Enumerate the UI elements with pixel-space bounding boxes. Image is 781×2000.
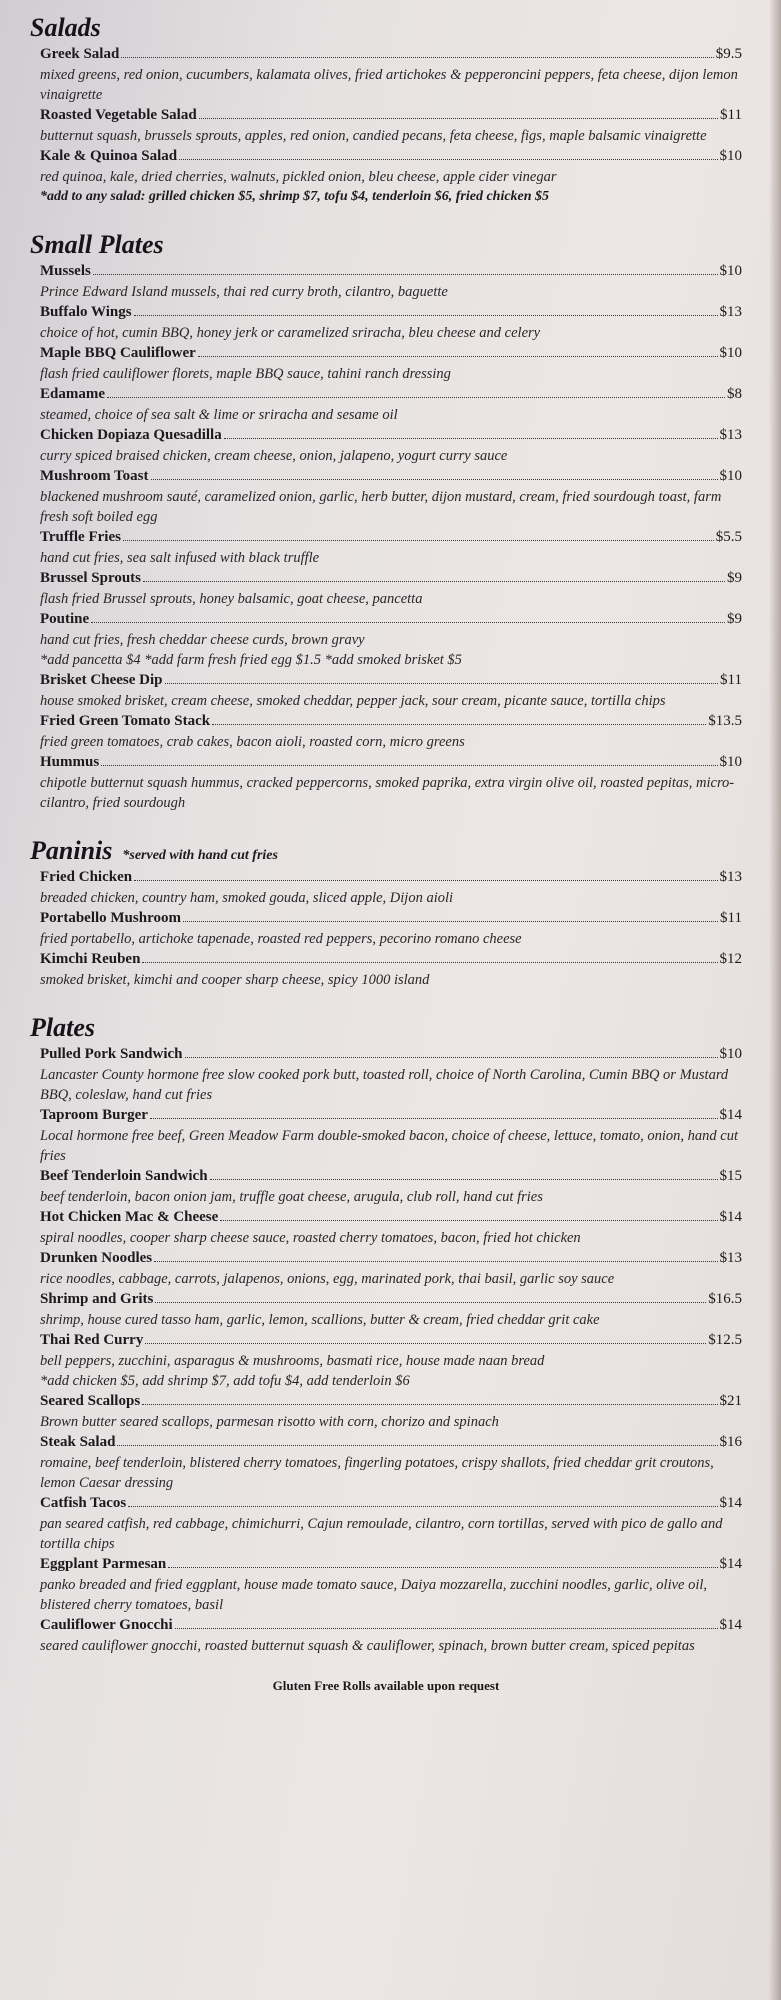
item-name: Poutine [40,611,90,627]
item-price: $12 [719,951,742,967]
dot-leader [101,765,717,766]
dot-leader [179,159,717,160]
item-name: Mushroom Toast [40,468,149,484]
item-description: romaine, beef tenderloin, blistered cherry tomatoes, fingerling potatoes, crispy shallots, fried cheddar grit croutons, lemon Caesar dressing [40,1455,714,1491]
item-row [40,105,742,126]
item-price: $14 [719,1617,742,1633]
item-name: Chicken Dopiaza Quesadilla [40,427,222,443]
item-name: Cauliflower Gnocchi [40,1617,173,1633]
menu-item [40,1166,742,1207]
item-row [40,752,742,773]
item-price: $14 [719,1209,742,1225]
item-row [40,949,742,970]
item-row [40,1105,742,1126]
dot-leader [91,622,725,623]
item-price: $10 [719,468,742,484]
dot-leader [128,1506,717,1507]
menu-item [40,466,742,527]
menu-item [40,1330,742,1371]
item-price: $13 [719,869,742,885]
item-row [40,609,742,630]
item-name: Buffalo Wings [40,304,132,320]
menu-item [40,1248,742,1289]
item-name: Kale & Quinoa Salad [40,148,178,164]
dot-leader [134,315,718,316]
item-description: rice noodles, cabbage, carrots, jalapenos, onions, egg, marinated pork, thai basil, garlic soy sauce [40,1271,615,1287]
item-row [40,343,742,364]
menu-item [40,1615,742,1656]
item-row [40,1044,742,1065]
item-row [40,1615,742,1636]
item-description: steamed, choice of sea salt & lime or sriracha and sesame oil [40,407,398,423]
item-row [40,867,742,888]
menu-item [40,908,742,949]
item-addon-note: *add pancetta $4 *add farm fresh fried egg $1.5 *add smoked brisket $5 [40,652,462,668]
dot-leader [142,1404,717,1405]
item-description: curry spiced braised chicken, cream cheese, onion, jalapeno, yogurt curry sauce [40,448,508,464]
dot-leader [212,724,706,725]
item-description: beef tenderloin, bacon onion jam, truffle goat cheese, arugula, club roll, hand cut fries [40,1189,543,1205]
item-row [40,466,742,487]
item-price: $14 [719,1107,742,1123]
item-name: Hot Chicken Mac & Cheese [40,1209,219,1225]
menu-item [40,867,742,908]
dot-leader [143,581,725,582]
dot-leader [198,356,718,357]
menu-item [40,105,742,146]
section-header [30,1012,742,1044]
item-description: spiral noodles, cooper sharp cheese sauce, roasted cherry tomatoes, bacon, fried hot chicken [40,1230,581,1246]
section-title: Salads [30,13,101,42]
menu-item [40,1207,742,1248]
item-row [40,908,742,929]
menu-item [40,1391,742,1432]
item-description: chipotle butternut squash hummus, cracked peppercorns, smoked paprika, extra virgin olive oil, roasted pepitas, micro-cilantro, fried sourdough [40,775,735,811]
item-row [40,302,742,323]
item-price: $10 [719,754,742,770]
item-description: blackened mushroom sauté, caramelized onion, garlic, herb butter, dijon mustard, cream, fried sourdough toast, farm fresh soft boiled egg [40,489,722,525]
item-name: Edamame [40,386,105,402]
item-price: $13 [719,1250,742,1266]
item-name: Fried Green Tomato Stack [40,713,211,729]
item-price: $10 [719,345,742,361]
dot-leader [154,1261,717,1262]
item-name: Brisket Cheese Dip [40,672,163,688]
item-row [40,1166,742,1187]
item-description: house smoked brisket, cream cheese, smoked cheddar, pepper jack, sour cream, picante sauce, tortilla chips [40,693,666,709]
menu-item [40,752,742,813]
item-name: Hummus [40,754,100,770]
menu-item [40,1371,742,1391]
item-row [40,384,742,405]
item-description: butternut squash, brussels sprouts, apples, red onion, candied pecans, feta cheese, figs, maple balsamic vinaigrette [40,128,707,144]
dot-leader [121,57,713,58]
item-row [40,1207,742,1228]
dot-leader [107,397,725,398]
menu-item [40,568,742,609]
dot-leader [93,274,718,275]
item-name: Fried Chicken [40,869,133,885]
item-description: flash fried Brussel sprouts, honey balsamic, goat cheese, pancetta [40,591,423,607]
item-price: $11 [720,672,742,688]
section-header [30,229,742,261]
item-description: bell peppers, zucchini, asparagus & mushrooms, basmati rice, house made naan bread [40,1353,545,1369]
section-header [30,835,742,867]
item-price: $10 [719,263,742,279]
menu-item [40,711,742,752]
dot-leader [155,1302,706,1303]
item-price: $16.5 [708,1291,742,1307]
item-name: Catfish Tacos [40,1495,127,1511]
dot-leader [183,921,718,922]
item-price: $13 [719,427,742,443]
menu-section [30,229,742,813]
dot-leader [145,1343,706,1344]
item-description: fried portabello, artichoke tapenade, roasted red peppers, pecorino romano cheese [40,931,522,947]
item-description: panko breaded and fried eggplant, house made tomato sauce, Daiya mozzarella, zucchini noodles, garlic, olive oil, blistered cherry tomatoes, basil [40,1577,708,1613]
menu-page [30,12,742,1694]
item-price: $21 [719,1393,742,1409]
menu-section [30,1012,742,1656]
menu-board-edge [769,0,781,2000]
item-description: Lancaster County hormone free slow cooked pork butt, toasted roll, choice of North Carolina, Cumin BBQ or Mustard BBQ, coleslaw, hand cut fries [40,1067,729,1103]
item-description: flash fried cauliflower florets, maple BBQ sauce, tahini ranch dressing [40,366,451,382]
item-description: seared cauliflower gnocchi, roasted butternut squash & cauliflower, spinach, brown butter cream, spiced pepitas [40,1638,695,1654]
item-description: Local hormone free beef, Green Meadow Farm double-smoked bacon, choice of cheese, lettuce, tomato, onion, hand cut fries [40,1128,738,1164]
section-title: Plates [30,1013,95,1042]
item-name: Greek Salad [40,46,120,62]
item-description: hand cut fries, sea salt infused with black truffle [40,550,320,566]
dot-leader [168,1567,717,1568]
item-price: $9.5 [715,46,742,62]
dot-leader [123,540,714,541]
dot-leader [199,118,718,119]
dot-leader [151,479,718,480]
dot-leader [220,1220,717,1221]
menu-item [40,650,742,670]
menu-item [40,670,742,711]
item-row [40,670,742,691]
dot-leader [142,962,717,963]
item-name: Shrimp and Grits [40,1291,154,1307]
menu-item [40,1493,742,1554]
item-row [40,527,742,548]
item-name: Pulled Pork Sandwich [40,1046,183,1062]
item-name: Roasted Vegetable Salad [40,107,197,123]
dot-leader [210,1179,718,1180]
item-description: red quinoa, kale, dried cherries, walnuts, pickled onion, bleu cheese, apple cider vinegar [40,169,557,185]
section-note: *served with hand cut fries [122,848,278,863]
item-name: Seared Scallops [40,1393,141,1409]
item-name: Maple BBQ Cauliflower [40,345,196,361]
item-price: $10 [719,148,742,164]
menu-item [40,949,742,990]
menu-item [40,1554,742,1615]
item-row [40,1330,742,1351]
item-row [40,1554,742,1575]
item-description: hand cut fries, fresh cheddar cheese curds, brown gravy [40,632,365,648]
dot-leader [134,880,717,881]
menu-item [40,343,742,384]
item-price: $13.5 [708,713,742,729]
item-row [40,261,742,282]
item-name: Taproom Burger [40,1107,148,1123]
item-row [40,1248,742,1269]
item-name: Kimchi Reuben [40,951,141,967]
item-description: shrimp, house cured tasso ham, garlic, lemon, scallions, butter & cream, fried cheddar grit cake [40,1312,600,1328]
item-row [40,568,742,589]
item-price: $10 [719,1046,742,1062]
item-price: $13 [719,304,742,320]
menu-item [40,302,742,343]
item-description: mixed greens, red onion, cucumbers, kalamata olives, fried artichokes & pepperoncini peppers, feta cheese, dijon lemon vinaigrette [40,67,738,103]
dot-leader [175,1628,718,1629]
item-description: choice of hot, cumin BBQ, honey jerk or caramelized sriracha, bleu cheese and celery [40,325,541,341]
item-row [40,146,742,167]
item-price: $12.5 [708,1332,742,1348]
item-row [40,1432,742,1453]
menu-item [40,261,742,302]
item-row [40,1391,742,1412]
item-row [40,711,742,732]
item-name: Thai Red Curry [40,1332,144,1348]
menu-item [40,44,742,105]
item-name: Portabello Mushroom [40,910,181,926]
item-price: $11 [720,910,742,926]
item-description: fried green tomatoes, crab cakes, bacon aioli, roasted corn, micro greens [40,734,465,750]
item-price: $14 [719,1495,742,1511]
item-row [40,44,742,65]
item-name: Brussel Sprouts [40,570,142,586]
item-name: Truffle Fries [40,529,121,545]
section-title: Paninis [30,836,113,865]
menu-item [40,146,742,187]
item-description: breaded chicken, country ham, smoked gouda, sliced apple, Dijon aioli [40,890,454,906]
item-price: $14 [719,1556,742,1572]
item-description: Brown butter seared scallops, parmesan risotto with corn, chorizo and spinach [40,1414,499,1430]
menu-section [30,835,742,990]
menu-item [40,1105,742,1166]
item-name: Steak Salad [40,1434,116,1450]
dot-leader [150,1118,718,1119]
dot-leader [185,1057,718,1058]
menu-item [40,1289,742,1330]
item-name: Eggplant Parmesan [40,1556,167,1572]
menu-item [40,425,742,466]
item-description: smoked brisket, kimchi and cooper sharp cheese, spicy 1000 island [40,972,430,988]
item-price: $11 [720,107,742,123]
dot-leader [224,438,718,439]
item-description: Prince Edward Island mussels, thai red curry broth, cilantro, baguette [40,284,448,300]
menu-item [40,1432,742,1493]
section-title: Small Plates [30,230,164,259]
item-row [40,425,742,446]
item-price: $9 [727,570,742,586]
item-name: Beef Tenderloin Sandwich [40,1168,208,1184]
section-footnote: *add to any salad: grilled chicken $5, shrimp $7, tofu $4, tenderloin $6, fried chicken $5 [40,189,550,204]
menu-item [40,384,742,425]
item-price: $9 [727,611,742,627]
item-addon-note: *add chicken $5, add shrimp $7, add tofu $4, add tenderloin $6 [40,1373,410,1389]
menu-item [40,609,742,650]
item-name: Drunken Noodles [40,1250,153,1266]
gluten-free-footer: Gluten Free Rolls available upon request [272,1678,500,1693]
section-header [30,12,742,44]
item-description: pan seared catfish, red cabbage, chimichurri, Cajun remoulade, cilantro, corn tortillas, served with pico de gallo and tortilla chips [40,1516,723,1552]
item-price: $5.5 [715,529,742,545]
item-row [40,1493,742,1514]
item-price: $8 [727,386,742,402]
item-price: $16 [719,1434,742,1450]
menu-section [30,12,742,207]
item-name: Mussels [40,263,91,279]
item-row [40,1289,742,1310]
menu-item [40,527,742,568]
dot-leader [117,1445,717,1446]
menu-item [40,1044,742,1105]
item-price: $15 [719,1168,742,1184]
dot-leader [165,683,719,684]
